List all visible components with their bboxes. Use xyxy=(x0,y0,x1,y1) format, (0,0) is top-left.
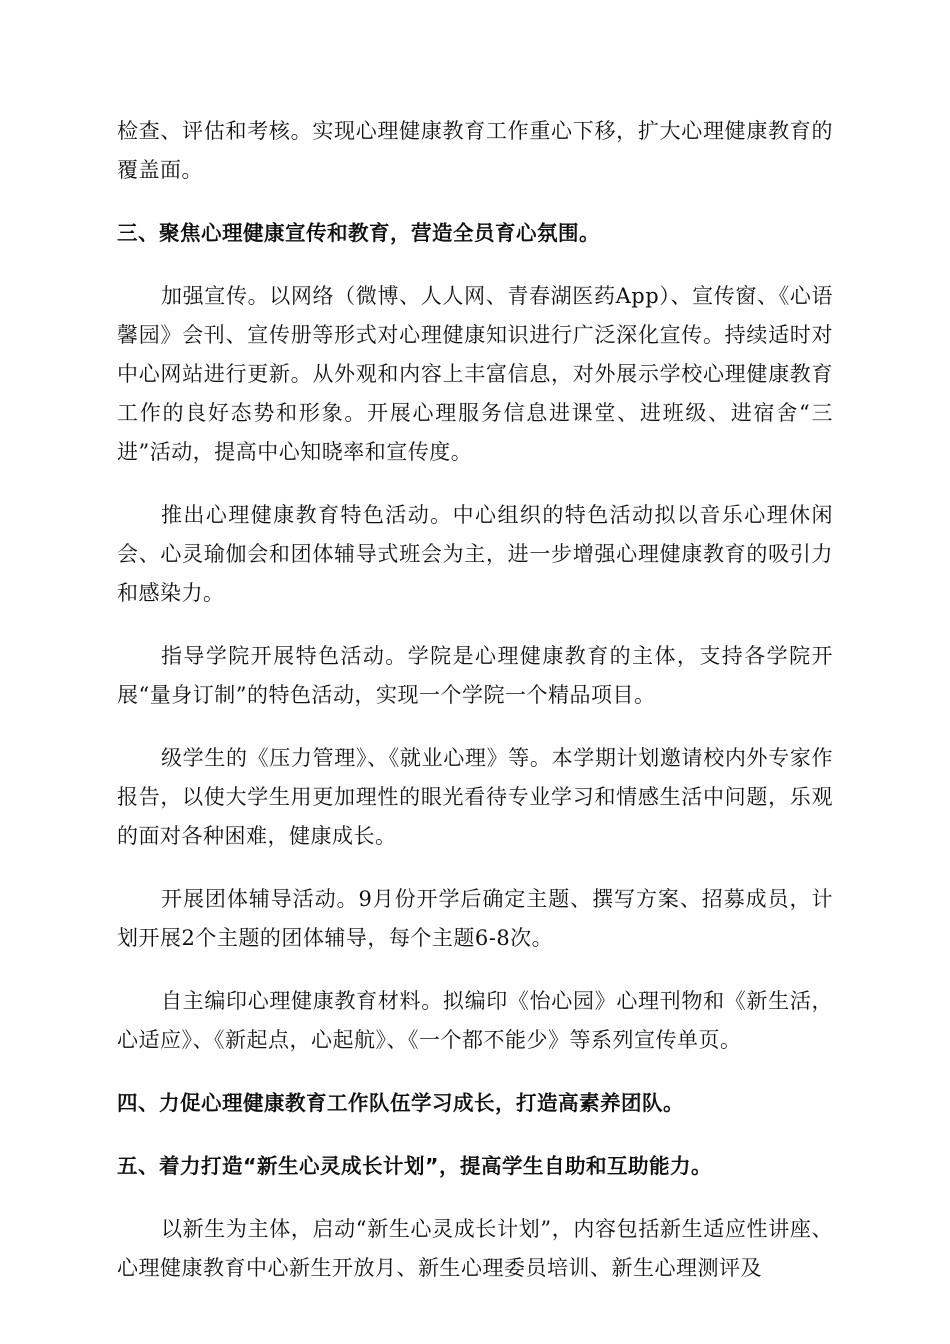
paragraph-lectures: 级学生的《压力管理》、《就业心理》等。本学期计划邀请校内外专家作报告，以使大学生用更加理性的眼光看待专业学习和情感生活中问题，乐观的面对各种困难，健康成长。 xyxy=(117,746,833,848)
paragraph-group-counseling: 开展团体辅导活动。9月份开学后确定主题、撰写方案、招募成员，计划开展2个主题的团体辅导，每个主题6-8次。 xyxy=(117,887,833,950)
section-heading-4: 四、力促心理健康教育工作队伍学习成长，打造高素养团队。 xyxy=(117,1091,684,1115)
paragraph-materials: 自主编印心理健康教育材料。拟编印《怡心园》心理刊物和《新生活，心适应》、《新起点，心起航》、《一个都不能少》等系列宣传单页。 xyxy=(117,989,833,1052)
paragraph-publicity: 加强宣传。以网络（微博、人人网、青春湖医药App）、宣传窗、《心语馨园》会刊、宣传册等形式对心理健康知识进行广泛深化宣传。持续适时对中心网站进行更新。从外观和内容上丰富信息，对外展示学校心理健康教育工作的良好态势和形象。开展心理服务信息进课堂、进班级、进宿舍“三进”活动，提高中心知晓率和宣传度。 xyxy=(117,284,833,464)
section-heading-5: 五、着力打造“新生心灵成长计划”，提高学生自助和互助能力。 xyxy=(117,1154,712,1178)
paragraph-college-activities: 指导学院开展特色活动。学院是心理健康教育的主体，支持各学院开展“量身订制”的特色活动，实现一个学院一个精品项目。 xyxy=(117,644,833,707)
paragraph-special-activities: 推出心理健康教育特色活动。中心组织的特色活动拟以音乐心理休闲会、心灵瑜伽会和团体辅导式班会为主，进一步增强心理健康教育的吸引力和感染力。 xyxy=(117,503,833,605)
document-body xyxy=(117,112,833,1312)
section-heading-3: 三、聚焦心理健康宣传和教育，营造全员育心氛围。 xyxy=(117,221,600,245)
paragraph-1: 检查、评估和考核。实现心理健康教育工作重心下移，扩大心理健康教育的覆盖面。 xyxy=(117,119,833,182)
paragraph-freshman-plan: 以新生为主体，启动“新生心灵成长计划”，内容包括新生适应性讲座、心理健康教育中心新生开放月、新生心理委员培训、新生心理测评及 xyxy=(117,1217,833,1280)
